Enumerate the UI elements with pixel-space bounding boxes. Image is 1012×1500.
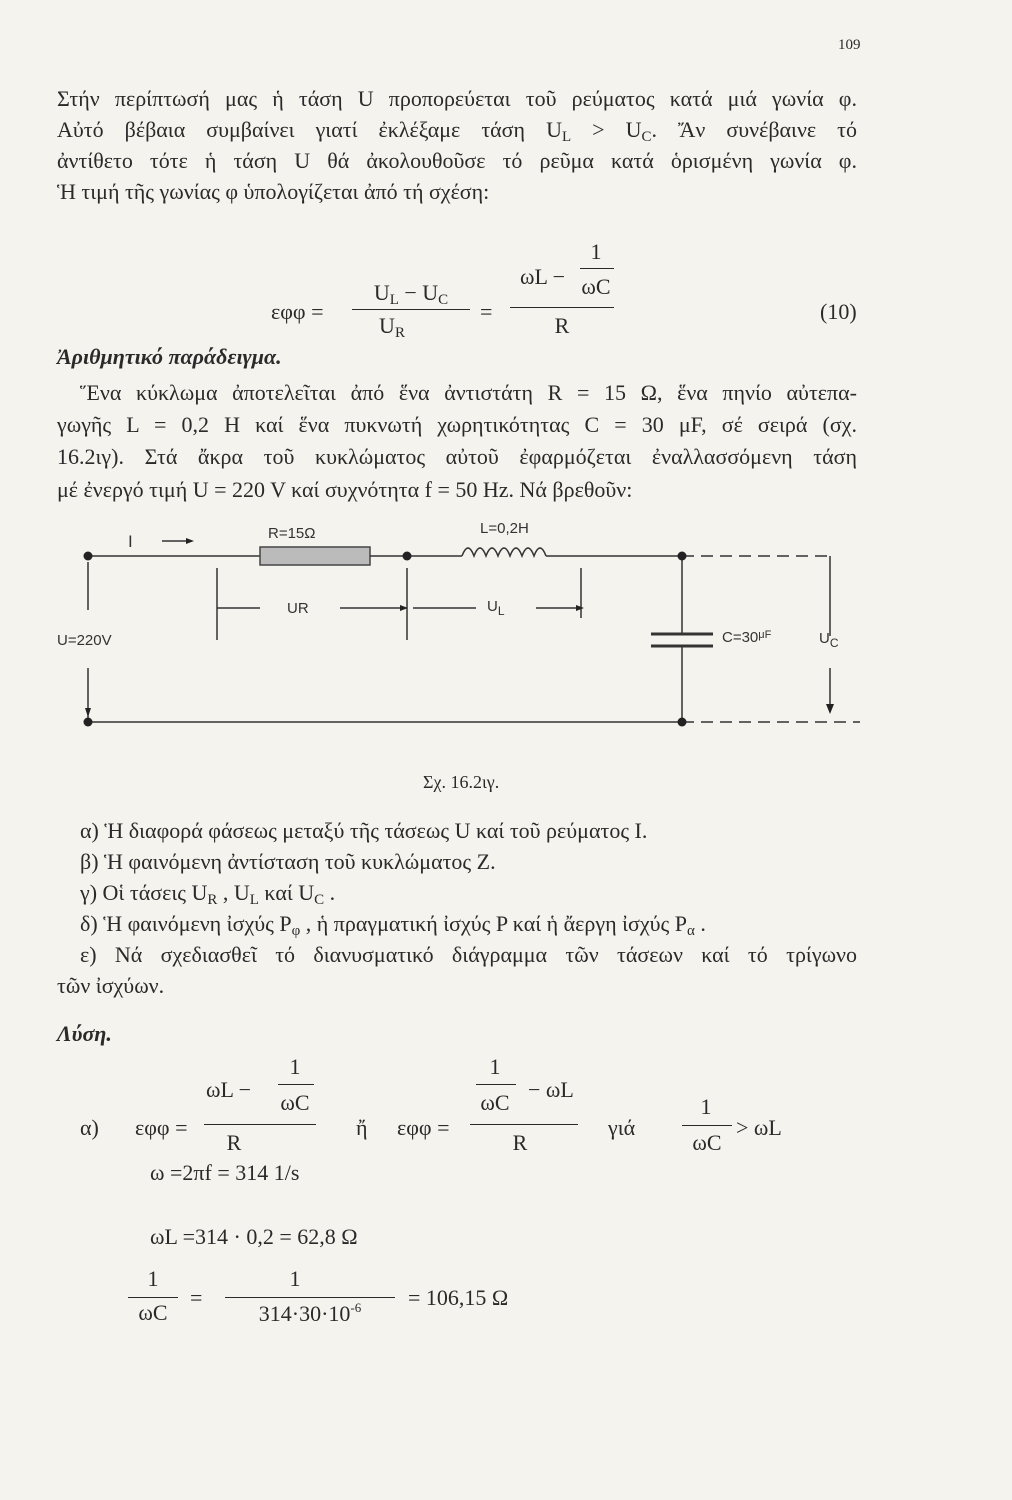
eq10-num2-one: 1 [590,239,602,264]
sol-lhs-2: εφφ = [397,1115,450,1140]
question-a: α) Ἡ διαφορά φάσεως μεταξύ τῆς τάσεως U καί τοῦ ρεύματος I. [80,818,648,843]
sol-inv-wc: ωC [138,1300,168,1325]
label-uc: $U_C$ [819,630,839,650]
label-capacitor: $C=30^{\mu F}$ [722,629,772,646]
question-c: γ) Οἱ τάσεις $U_R$ , $U_L$ καί $U_C$ . [80,880,336,908]
question-b: β) Ἡ φαινόμενη ἀντίσταση τοῦ κυκλώματος Z. [80,849,496,874]
sol-inv-one: 1 [147,1266,159,1291]
sol-lhs-1: εφφ = [135,1115,188,1140]
sol-inv-one-2: 1 [289,1266,301,1291]
label-source-voltage: U=220V [57,632,112,649]
sol-f1-den: R [226,1130,242,1155]
eq10-num2-bar [580,268,614,269]
sol-omega-l: ωL =314 · 0,2 = 62,8 Ω [150,1224,358,1249]
example-heading: Ἀριθμητικό παράδειγμα. [57,344,282,369]
label-ul: $U_L$ [487,598,505,618]
label-inductor: L=0,2H [480,520,529,537]
label-ur: UR [287,600,309,617]
question-d: δ) Ἡ φαινόμενη ἰσχύς $P_\varphi$ , ἡ πραγματική ἰσχύς P καί ἡ ἄεργη ἰσχύς $P_\alpha$ . [80,911,706,939]
problem-line-1: Ἕνα κύκλωμα ἀποτελεῖται ἀπό ἕνα ἀντιστάτη R = 15 Ω, ἕνα πηνίο αὐτεπα- [80,380,857,405]
node-c-bottom [678,718,687,727]
problem-line-2: γωγῆς L = 0,2 H καί ἕνα πυκνωτή χωρητικότητας C = 30 μF, σέ σειρά (σχ. [57,412,857,437]
sol-inv-den: $314\cdot 30\cdot 10^{-6}$ [258,1300,362,1326]
source-arrowhead [85,708,91,717]
eq10-num2: ωL − [520,264,566,289]
sol-inv-bar-1 [128,1297,178,1298]
node-rl [403,552,412,561]
sol-f3-one: 1 [700,1094,712,1119]
sol-f1-num: ωL − [206,1077,252,1102]
sol-inv-eq: = [190,1285,203,1310]
inductor-L [462,548,546,556]
page-number: 109 [838,37,861,53]
solution-heading: Λύση. [57,1021,112,1046]
eq10-den1: $U_R$ [379,313,405,341]
circuit-diagram [0,500,1012,750]
question-e-line-2: τῶν ἰσχύων. [57,973,165,998]
sol-a-label: α) [80,1115,99,1140]
node-lc [678,552,687,561]
current-arrowhead [186,538,194,544]
resistor-R [260,547,370,565]
eq10-num1: $U_L - U_C$ [373,280,449,308]
sol-or: ἤ [356,1115,368,1140]
sol-inv-bar-2 [225,1297,395,1298]
sol-f2-den: R [512,1130,528,1155]
sol-f3-bar [682,1125,732,1126]
terminal-top [84,552,93,561]
terminal-bottom [84,718,93,727]
sol-f1-inner-bar [278,1084,314,1085]
sol-omega: ω =2πf = 314 1/s [150,1160,300,1185]
question-e-line-1: ε) Νά σχεδιασθεῖ τό διανυσματικό διάγραμμα τῶν τάσεων καί τό τρίγωνο [80,942,857,967]
sol-f2-one: 1 [489,1054,501,1079]
sol-inv-result: = 106,15 Ω [408,1285,509,1310]
sol-f1-wc: ωC [280,1090,310,1115]
sol-f3-tail: > ωL [736,1115,782,1140]
sol-gia: γιά [608,1115,636,1140]
intro-line-4: Ἡ τιμή τῆς γωνίας φ ὑπολογίζεται ἀπό τή σχέση: [57,179,490,204]
eq10-den2: R [554,313,570,338]
intro-line-2: Αὐτό βέβαια συμβαίνει γιατί ἐκλέξαμε τάση $U_L > U_C$. Ἄν συνέβαινε τό [57,117,858,145]
label-current: I [128,532,133,551]
problem-line-4: μέ ἐνεργό τιμή U = 220 V καί συχνότητα f = 50 Hz. Νά βρεθοῦν: [57,477,633,502]
eq10-equals: = [480,299,493,324]
eq10-bar1 [352,309,470,310]
ul-arrowhead [576,605,584,611]
eq10-label: (10) [820,299,857,324]
sol-f2-inner-bar [476,1084,516,1085]
sol-f1-bar [204,1124,316,1125]
eq10-bar2 [510,307,614,308]
eq10-lhs: εφφ = [271,299,324,324]
eq10-num2-wc: ωC [581,274,611,299]
intro-line-3: ἀντίθετο τότε ἡ τάση U θά ἀκολουθοῦσε τό ρεῦμα κατά ὁρισμένη γωνία φ. [57,148,857,173]
problem-line-3: 16.2ιγ). Στά ἄκρα τοῦ κυκλώματος αὐτοῦ ἐφαρμόζεται ἐναλλασσόμενη τάση [57,444,857,469]
sol-f2-wc: ωC [480,1090,510,1115]
intro-line-1: Στήν περίπτωσή μας ἡ τάση U προπορεύεται τοῦ ρεύματος κατά μιά γωνία φ. [57,86,857,111]
sol-f2-bar [470,1124,578,1125]
label-resistor: R=15Ω [268,525,316,542]
sol-f2-tail: − ωL [528,1077,574,1102]
sol-f1-one: 1 [289,1054,301,1079]
figure-caption: Σχ. 16.2ιγ. [423,772,500,792]
sol-f3-wc: ωC [692,1130,722,1155]
uc-arrowhead [826,704,834,714]
